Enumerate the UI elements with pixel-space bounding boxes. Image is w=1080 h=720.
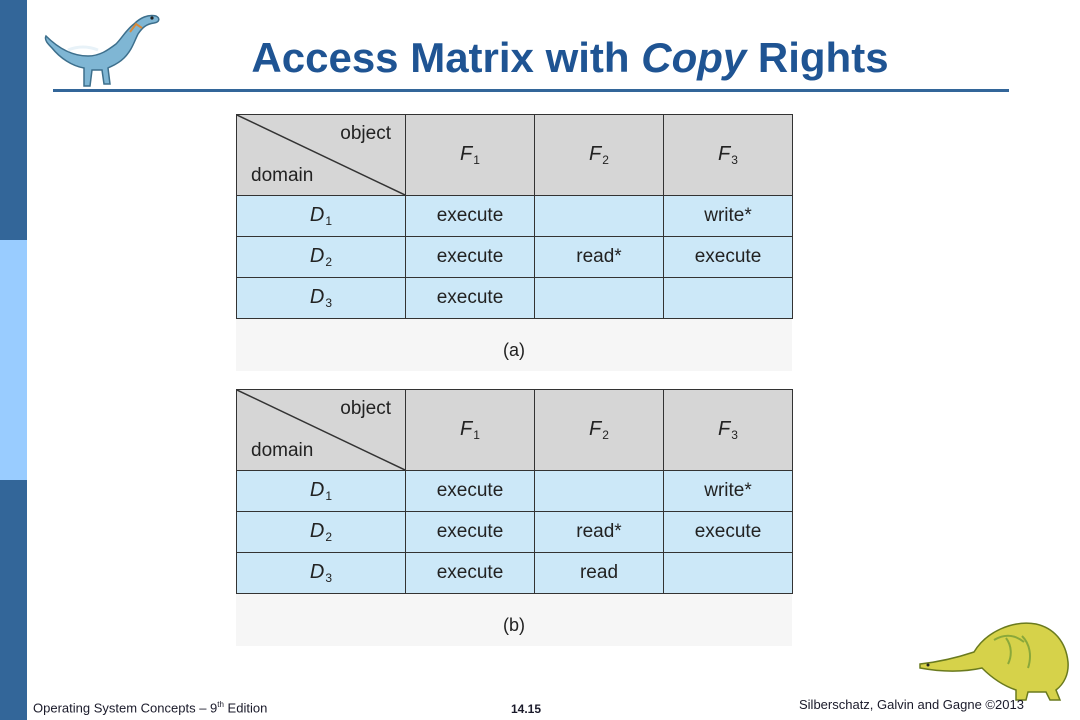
access-matrix-table <box>236 114 793 319</box>
table-cell: execute <box>406 471 535 512</box>
table-row <box>237 553 793 594</box>
header-row <box>237 390 793 471</box>
sidebar-stripe-top <box>0 0 27 240</box>
footer-book-title: Operating System Concepts – 9th Edition <box>33 700 268 716</box>
figure-caption: (b) <box>236 594 792 646</box>
row-header: $D_2$ <box>237 237 406 278</box>
table-cell: execute <box>406 237 535 278</box>
corner-cell <box>237 390 406 471</box>
table-cell <box>664 278 793 319</box>
title-italic: Copy <box>641 34 747 81</box>
table-cell: execute <box>406 196 535 237</box>
corner-domain-label: domain <box>251 440 314 461</box>
row-header: $D_2$ <box>237 512 406 553</box>
table-cell: write* <box>664 471 793 512</box>
row-header: $D_3$ <box>237 278 406 319</box>
footer-copyright: Silberschatz, Galvin and Gagne ©2013 <box>799 697 1024 712</box>
column-header: $F_2$ <box>535 115 664 196</box>
footer-page-number: 14.15 <box>511 702 542 716</box>
table-cell: execute <box>406 553 535 594</box>
table-row <box>237 196 793 237</box>
row-header: $D_1$ <box>237 196 406 237</box>
corner-object-label: object <box>340 123 391 144</box>
table-row <box>237 237 793 278</box>
slide-title <box>140 34 1000 82</box>
table-cell <box>664 553 793 594</box>
table-cell: execute <box>406 512 535 553</box>
corner-domain-label: domain <box>251 165 314 186</box>
table-row <box>237 278 793 319</box>
sidebar-stripe-middle <box>0 240 27 480</box>
table-row <box>237 471 793 512</box>
table-cell <box>535 196 664 237</box>
table-cell: read* <box>535 512 664 553</box>
header-row <box>237 115 793 196</box>
column-header: $F_2$ <box>535 390 664 471</box>
dinosaur-icon <box>916 612 1072 702</box>
column-header: $F_1$ <box>406 115 535 196</box>
table-cell: write* <box>664 196 793 237</box>
corner-object-label: object <box>340 398 391 419</box>
column-header: $F_3$ <box>664 390 793 471</box>
row-header: $D_3$ <box>237 553 406 594</box>
sidebar-stripe-bottom <box>0 480 27 720</box>
access-matrix-table <box>236 389 793 594</box>
table-cell <box>535 471 664 512</box>
matrix-a <box>236 114 792 371</box>
corner-cell <box>237 115 406 196</box>
table-row <box>237 512 793 553</box>
matrix-b <box>236 389 792 646</box>
title-main: Access Matrix with <box>251 34 642 81</box>
table-cell: execute <box>664 512 793 553</box>
title-underline <box>53 89 1009 92</box>
table-cell <box>535 278 664 319</box>
row-header: $D_1$ <box>237 471 406 512</box>
table-cell: execute <box>406 278 535 319</box>
column-header: $F_1$ <box>406 390 535 471</box>
column-header: $F_3$ <box>664 115 793 196</box>
figure-caption: (a) <box>236 319 792 371</box>
table-cell: read <box>535 553 664 594</box>
table-cell: read* <box>535 237 664 278</box>
table-cell: execute <box>664 237 793 278</box>
title-end: Rights <box>746 34 889 81</box>
